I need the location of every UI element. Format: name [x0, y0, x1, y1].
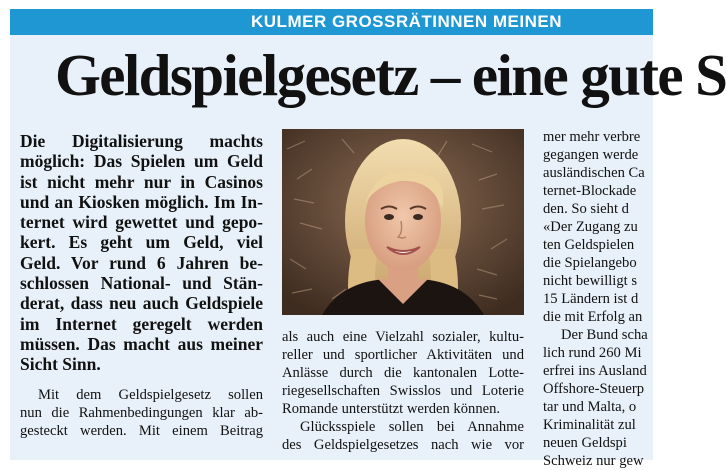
- body-line: neuen Geldspi: [543, 435, 627, 451]
- body-line: ternet-Blockade: [543, 183, 637, 199]
- lead-line: derat, dass neu auch Geldspiele: [20, 293, 263, 314]
- body-line: die mit Erfolg an: [543, 309, 643, 325]
- body-line: riegesellschaften Swisslos und Loterie: [282, 383, 524, 399]
- body-line: tar und Malta, o: [543, 399, 637, 415]
- body-line: ausländischen Ca: [543, 165, 645, 181]
- article-headline: Geldspielgesetz – eine gute S: [55, 42, 726, 108]
- lead-line: ternet wird gewettet und gepo-: [20, 212, 263, 233]
- section-title: KULMER GROSSRÄTINNEN MEINEN: [251, 12, 563, 31]
- article-lead: [20, 131, 263, 375]
- body-line: ten Geldspielen: [543, 237, 635, 253]
- lead-line: und an Kiosken möglich. Im In-: [20, 191, 263, 212]
- body-line: Kriminalität zul: [543, 417, 636, 433]
- body-line: nun die Rahmenbedingungen klar ab-: [20, 405, 263, 421]
- body-line: Der Bund scha: [561, 327, 648, 343]
- lead-line: Geld. Vor rund 6 Jahren be-: [20, 252, 263, 273]
- lead-line: im Internet geregelt werden: [20, 313, 263, 334]
- lead-line: Sicht Sinn.: [20, 354, 101, 375]
- lead-line: kert. Es geht um Geld, viel: [20, 232, 263, 253]
- body-line: nicht bewilligt s: [543, 273, 638, 289]
- body-line: mer mehr verbre: [543, 129, 641, 145]
- body-line: Mit dem Geldspielgesetz sollen: [38, 387, 263, 403]
- body-line: «Der Zugang zu: [543, 219, 638, 235]
- body-line: gesteckt werden. Mit einem Beitrag: [20, 423, 263, 439]
- body-line: des Geldspielgesetzes nach wie vor: [282, 437, 524, 453]
- body-line: Anlässe durch die kantonalen Lotte-: [282, 365, 524, 381]
- body-text-column-2: [282, 328, 524, 454]
- lead-line: Die Digitalisierung machts: [20, 131, 263, 151]
- body-line: reller und sportlicher Aktivitäten und: [282, 347, 524, 363]
- body-line: Offshore-Steuerp: [543, 381, 645, 397]
- body-line: gegangen werde: [543, 147, 639, 163]
- portrait-image: [282, 129, 524, 315]
- body-line: Romande unterstützt werden können.: [282, 401, 501, 417]
- body-line: Glücksspiele sollen bei Annahme: [300, 419, 524, 435]
- body-line: 15 Ländern ist d: [543, 291, 639, 307]
- lead-line: ist nicht mehr nur in Casinos: [20, 171, 263, 192]
- body-line: Schweiz nur gew: [543, 453, 644, 469]
- body-line: erfrei ins Ausland: [543, 363, 647, 379]
- body-line: lich rund 260 Mi: [543, 345, 642, 361]
- body-line: die Spielangebo: [543, 255, 637, 271]
- body-line: als auch eine Vielzahl sozialer, kultu-: [282, 329, 524, 345]
- lead-line: müssen. Das macht aus meiner: [20, 333, 263, 354]
- portrait-photo: [282, 129, 524, 315]
- lead-line: schlossen National- und Stän-: [20, 273, 263, 294]
- lead-line: möglich: Das Spielen um Geld: [20, 151, 263, 172]
- body-text-column-1: [20, 386, 263, 440]
- body-line: den. So sieht d: [543, 201, 629, 217]
- section-banner: [10, 9, 653, 35]
- body-text-column-3: [543, 128, 663, 469]
